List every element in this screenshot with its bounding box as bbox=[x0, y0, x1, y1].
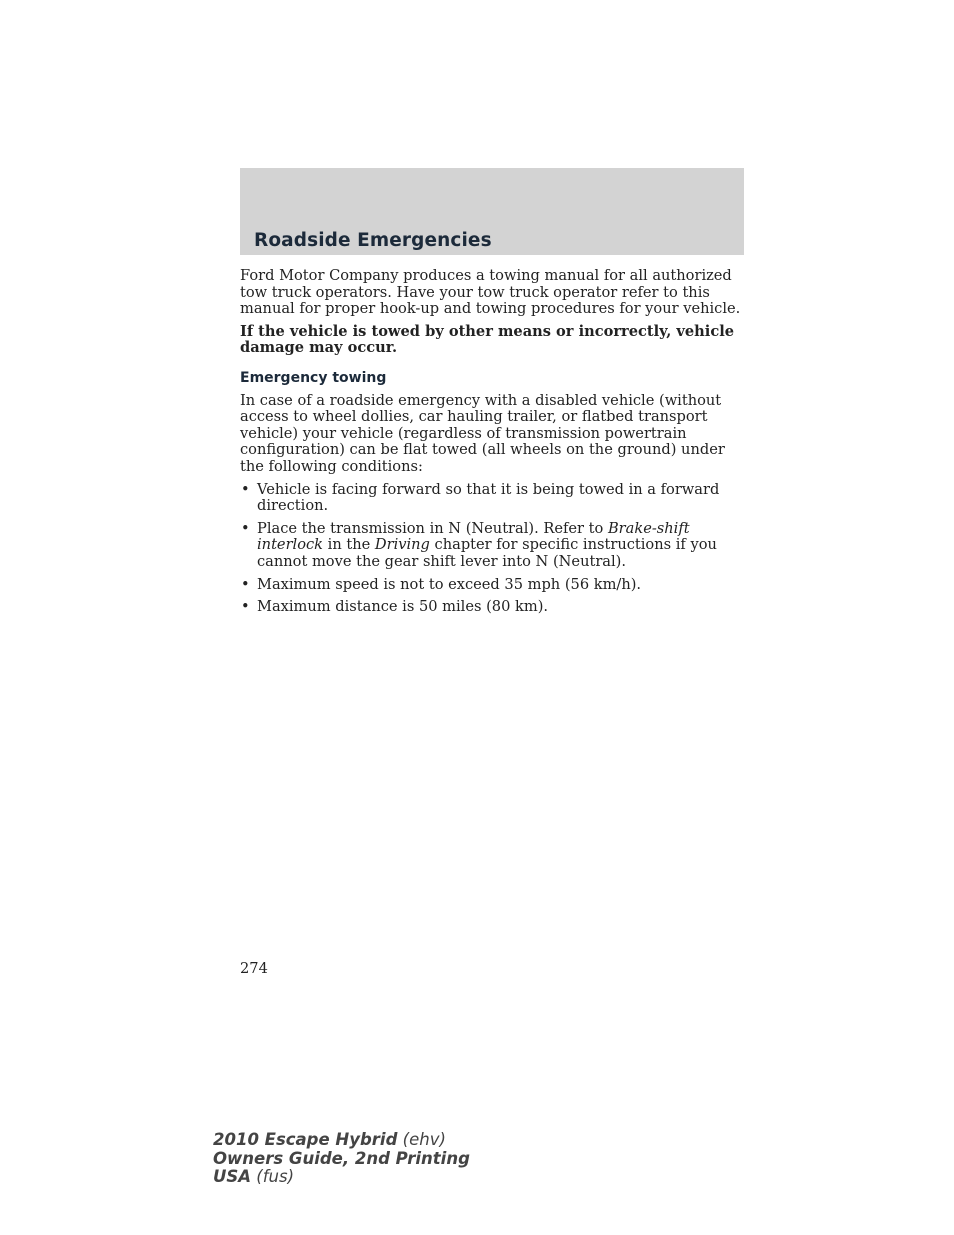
section-header-band bbox=[240, 168, 744, 255]
list-item-text: in the bbox=[323, 536, 375, 554]
footer-market-code: (fus) bbox=[251, 1167, 295, 1186]
cross-reference-brake-shift-interlock: Brake-shift interlock bbox=[257, 519, 690, 554]
footer-model-code: (ehv) bbox=[397, 1130, 446, 1149]
document-footer bbox=[213, 1131, 470, 1187]
list-item-text: Maximum distance is 50 miles (80 km). bbox=[257, 598, 549, 616]
list-item-text: Place the transmission in N (Neutral). Refer to bbox=[257, 519, 608, 537]
section-title: Roadside Emergencies bbox=[254, 230, 492, 251]
list-item-text: Maximum speed is not to exceed 35 mph (56 km/h). bbox=[257, 575, 642, 593]
towing-warning: If the vehicle is towed by other means or incorrectly, vehicle damage may occur. bbox=[240, 322, 735, 357]
footer-model-name: 2010 Escape Hybrid bbox=[213, 1130, 398, 1149]
emergency-towing-paragraph: In case of a roadside emergency with a disabled vehicle (without access to wheel dollies, car hauling trailer, or flatbed transport vehicle) your vehicle (regardless of transmission powertrain configuration) can be flat towed (all wheels on the ground) under the following conditions: bbox=[240, 391, 725, 475]
list-item-text: chapter for specific instructions if you cannot move the gear shift lever into N (Neutral). bbox=[257, 536, 717, 570]
list-item bbox=[240, 577, 748, 594]
footer-market: USA bbox=[213, 1167, 252, 1186]
list-item bbox=[240, 599, 748, 616]
list-item bbox=[240, 521, 748, 571]
list-item bbox=[240, 482, 748, 515]
page-number: 274 bbox=[240, 960, 268, 977]
footer-line-model bbox=[213, 1131, 470, 1150]
footer-guide-edition: Owners Guide, 2nd Printing bbox=[213, 1148, 470, 1168]
emergency-towing-heading: Emergency towing bbox=[240, 369, 387, 386]
intro-paragraph: Ford Motor Company produces a towing manual for all authorized tow truck operators. Have your tow truck operator refer to this manual for proper hook-up and towing procedures for your vehicle. bbox=[240, 267, 741, 318]
main-content bbox=[240, 268, 748, 622]
footer-line-guide bbox=[213, 1150, 470, 1169]
list-item-text: Vehicle is facing forward so that it is being towed in a forward direction. bbox=[257, 480, 720, 515]
footer-line-market bbox=[213, 1168, 470, 1187]
towing-conditions-list bbox=[240, 482, 748, 616]
cross-reference-driving-chapter: Driving bbox=[374, 536, 430, 554]
